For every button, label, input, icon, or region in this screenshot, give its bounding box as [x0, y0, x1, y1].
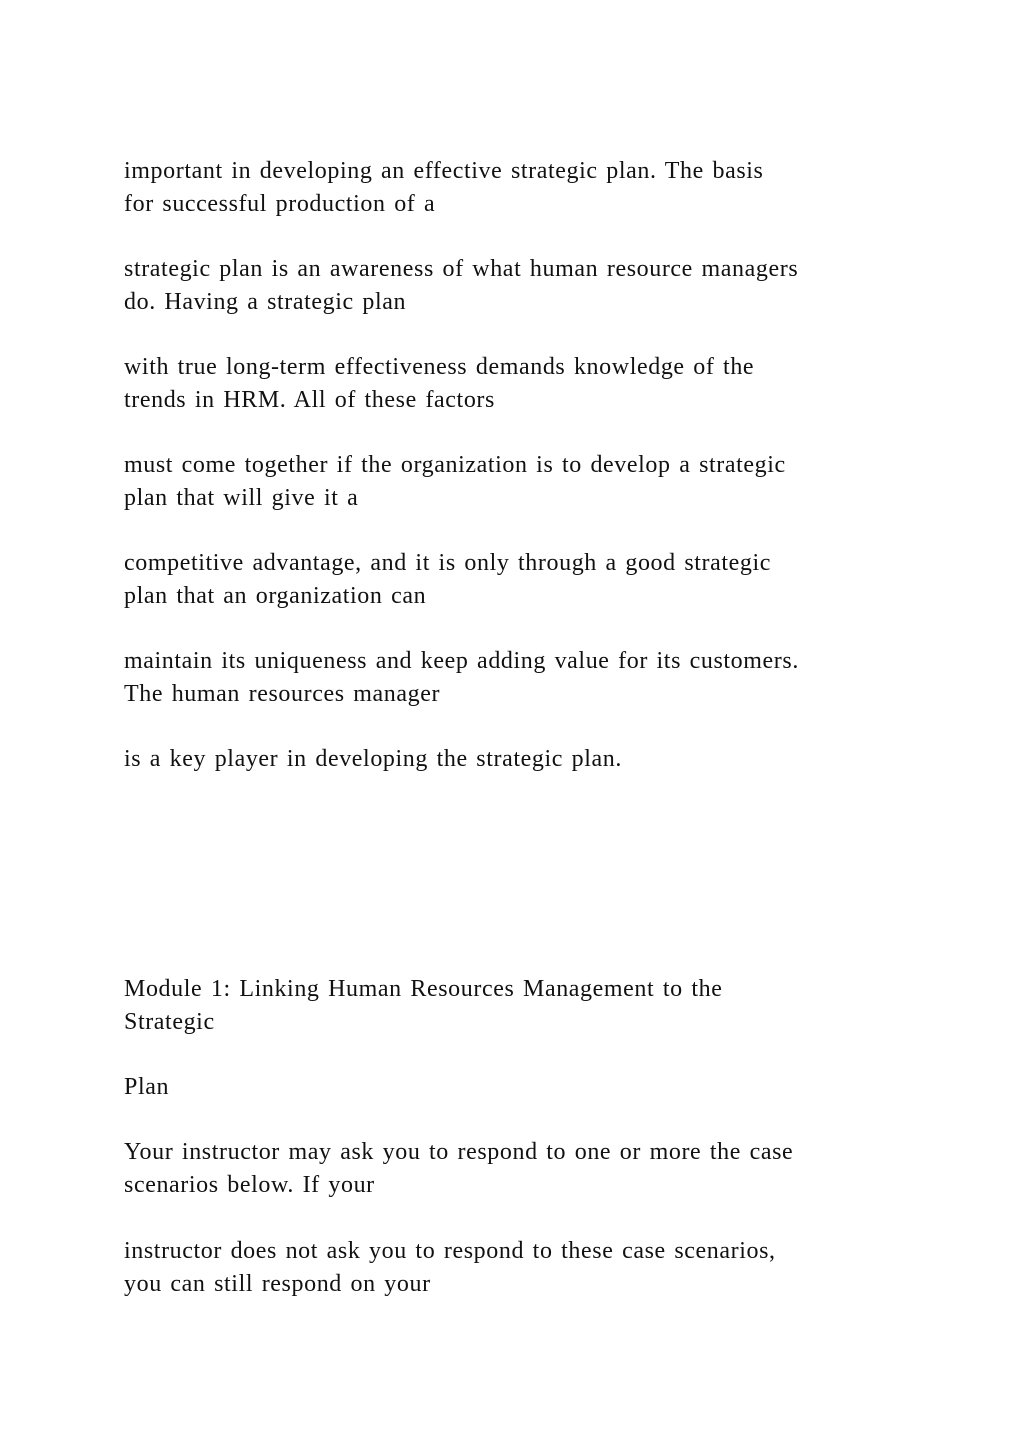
text-line: Your instructor may ask you to respond to one or more the case [124, 1139, 794, 1165]
text-line: is a key player in developing the strategic plan. [124, 746, 622, 772]
paragraph [124, 743, 904, 776]
paragraph [124, 1235, 904, 1301]
text-line: plan that will give it a [124, 485, 359, 511]
module-heading-continued [124, 1071, 904, 1104]
paragraph [124, 449, 904, 515]
text-line: must come together if the organization is to develop a strategic [124, 452, 786, 478]
text-line: The human resources manager [124, 681, 441, 707]
text-line: Module 1: Linking Human Resources Management to the [124, 976, 723, 1002]
text-line: maintain its uniqueness and keep adding value for its customers. [124, 648, 799, 674]
paragraph [124, 547, 904, 613]
paragraph [124, 253, 904, 319]
text-line: you can still respond on your [124, 1271, 431, 1297]
text-line: plan that an organization can [124, 583, 427, 609]
module-heading [124, 973, 904, 1039]
paragraph [124, 351, 904, 417]
text-line: trends in HRM. All of these factors [124, 387, 495, 413]
text-line: competitive advantage, and it is only through a good strategic [124, 550, 772, 576]
text-line: scenarios below. If your [124, 1172, 375, 1198]
text-line: strategic plan is an awareness of what human resource managers [124, 256, 799, 282]
paragraph [124, 645, 904, 711]
text-line: important in developing an effective strategic plan. The basis [124, 158, 764, 184]
text-line: do. Having a strategic plan [124, 289, 407, 315]
text-line: for successful production of a [124, 191, 436, 217]
text-line: instructor does not ask you to respond to these case scenarios, [124, 1238, 776, 1264]
text-line: Plan [124, 1074, 170, 1100]
paragraph [124, 155, 904, 221]
text-line: Strategic [124, 1009, 215, 1035]
text-line: with true long-term effectiveness demands knowledge of the [124, 354, 755, 380]
paragraph [124, 1136, 904, 1202]
